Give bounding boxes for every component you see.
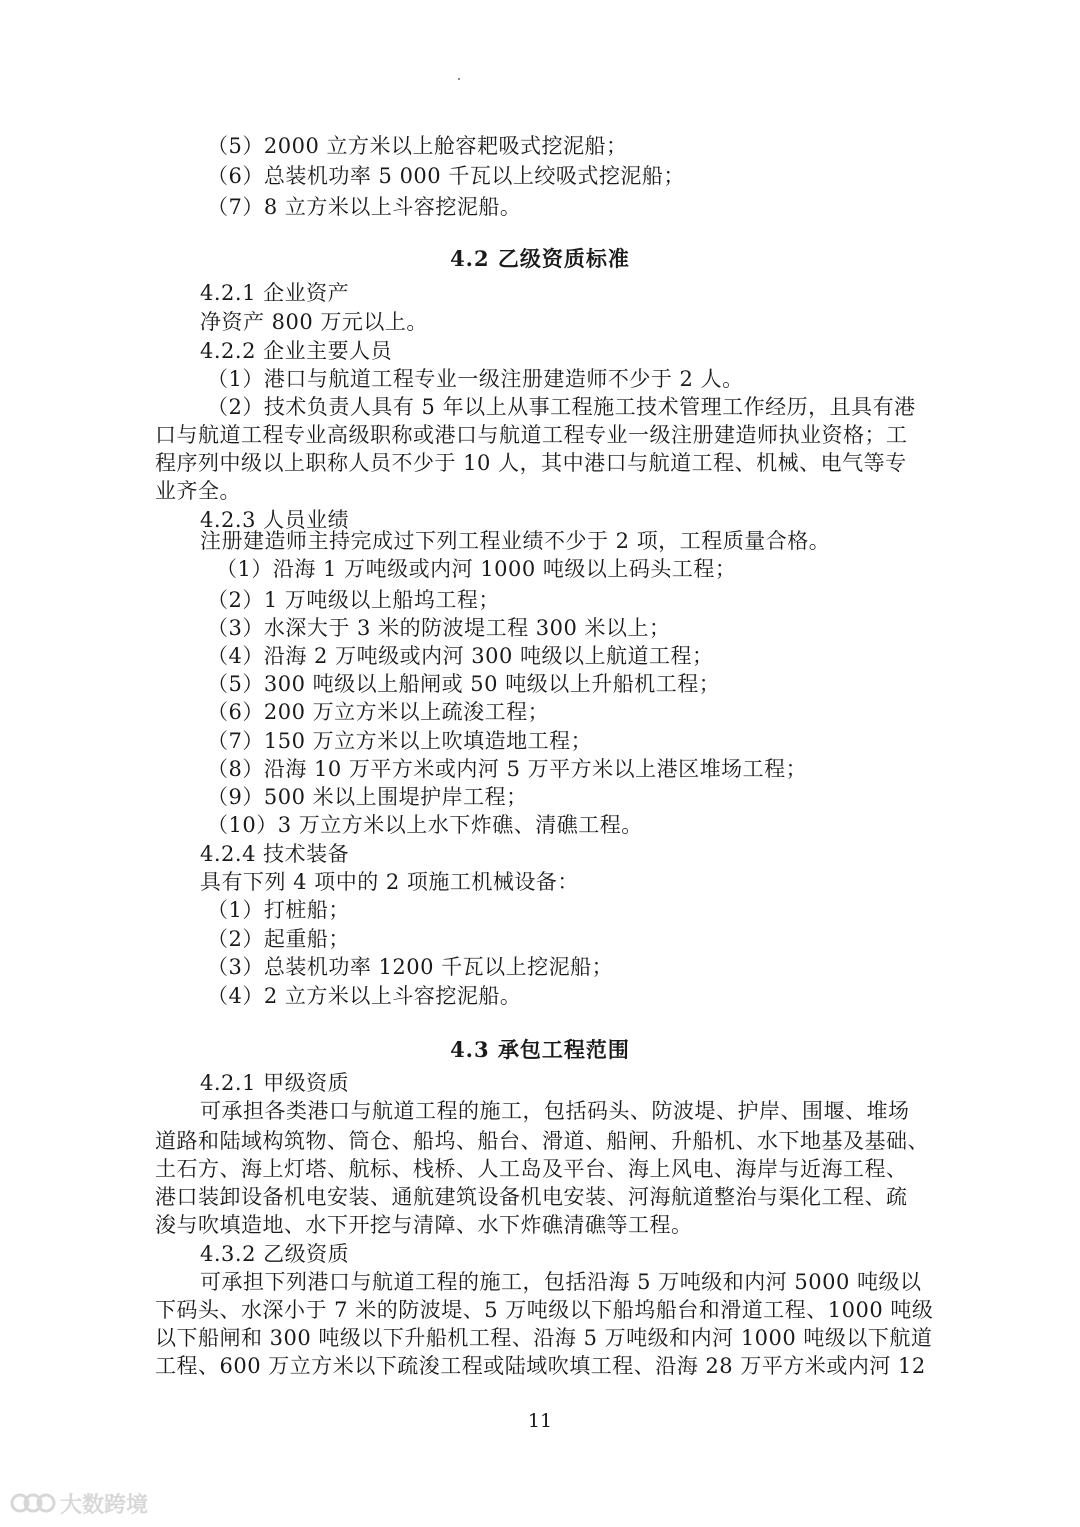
list-item: （10）3 万立方米以上水下炸礁、清礁工程。 [207, 813, 643, 837]
list-item: （3）水深大于 3 米的防波堤工程 300 米以上； [207, 616, 671, 640]
list-item: （9）500 米以上围堤护岸工程； [207, 785, 528, 809]
list-item: （4）沿海 2 万吨级或内河 300 吨级以上航道工程； [207, 644, 714, 668]
subsection-title: 4.2.1 企业资产 [200, 281, 350, 305]
paragraph-line: 程序列中级以上职称人员不少于 10 人，其中港口与航道工程、机械、电气等专 [155, 451, 907, 475]
paragraph-line: 港口装卸设备机电安装、通航建筑设备机电安装、河海航道整治与渠化工程、疏 [155, 1185, 908, 1209]
list-item: （6）总装机功率 5 000 千瓦以上绞吸式挖泥船； [207, 164, 685, 188]
paragraph-line: 净资产 800 万元以上。 [200, 310, 428, 334]
list-item: （8）沿海 10 万平方米或内河 5 万平方米以上港区堆场工程； [207, 757, 808, 781]
subsection-title: 4.3.2 乙级资质 [200, 1242, 350, 1266]
watermark-text: 大数跨境 [60, 1492, 149, 1518]
section-heading-4-2: 4.2 乙级资质标准 [450, 246, 630, 271]
subsection-title: 4.2.4 技术装备 [200, 842, 350, 866]
list-item: （3）总装机功率 1200 千瓦以上挖泥船； [207, 955, 614, 979]
list-item: （2）起重船； [207, 927, 350, 951]
paragraph-line: 下码头、水深小于 7 米的防波堤、5 万吨级以下船坞船台和滑道工程、1000 吨级 [155, 1298, 934, 1322]
paragraph-line: 口与航道工程专业高级职称或港口与航道工程专业一级注册建造师执业资格；工 [155, 423, 908, 447]
page-number: 11 [527, 1410, 553, 1432]
list-item: （1）打桩船； [207, 898, 350, 922]
dashuju-logo-icon [10, 1490, 56, 1516]
paragraph-line: 土石方、海上灯塔、航标、栈桥、人工岛及平台、海上风电、海岸与近海工程、 [155, 1157, 908, 1181]
list-item: （7）150 万立方米以上吹填造地工程； [207, 729, 593, 753]
subsection-title: 4.2.1 甲级资质 [200, 1071, 350, 1095]
paragraph-line: 可承担下列港口与航道工程的施工，包括沿海 5 万吨级和内河 5000 吨级以 [200, 1270, 922, 1294]
list-item: （7）8 立方米以上斗容挖泥船。 [207, 195, 522, 219]
paragraph-line: 道路和陆域构筑物、筒仓、船坞、船台、滑道、船闸、升船机、水下地基及基础、 [155, 1129, 929, 1153]
paragraph-line: 工程、600 万立方米以下疏浚工程或陆域吹填工程、沿海 28 万平方米或内河 12 [155, 1354, 926, 1378]
subsection-title: 4.2.2 企业主要人员 [200, 339, 393, 363]
section-heading-4-3: 4.3 承包工程范围 [450, 1037, 630, 1062]
list-item: （1）沿海 1 万吨级或内河 1000 吨级以上码头工程； [216, 557, 737, 581]
paragraph-line: 可承担各类港口与航道工程的施工，包括码头、防波堤、护岸、围堰、堆场 [200, 1099, 910, 1123]
paragraph-line: 以下船闸和 300 吨级以下升船机工程、沿海 5 万吨级和内河 1000 吨级以下航道 [155, 1326, 933, 1350]
list-item: （2）1 万吨级以上船坞工程； [207, 588, 500, 612]
paragraph-line: （2）技术负责人具有 5 年以上从事工程施工技术管理工作经历，且具有港 [207, 395, 916, 419]
list-item: （5）300 吨级以上船闸或 50 吨级以上升船机工程； [207, 672, 721, 696]
paragraph-line: 业齐全。 [155, 479, 241, 503]
scan-speck [458, 78, 460, 80]
watermark [10, 1488, 148, 1518]
paragraph-line: 具有下列 4 项中的 2 项施工机械设备： [200, 870, 579, 894]
list-item: （5）2000 立方米以上舱容耙吸式挖泥船； [207, 134, 628, 158]
paragraph-line: 注册建造师主持完成过下列工程业绩不少于 2 项，工程质量合格。 [200, 529, 831, 553]
list-item: （4）2 立方米以上斗容挖泥船。 [207, 984, 522, 1008]
list-item: （1）港口与航道工程专业一级注册建造师不少于 2 人。 [207, 367, 744, 391]
paragraph-line: 浚与吹填造地、水下开挖与清障、水下炸礁清礁等工程。 [155, 1213, 693, 1237]
subsection-title: 4.2.3 人员业绩 [200, 508, 350, 532]
list-item: （6）200 万立方米以上疏浚工程； [207, 700, 550, 724]
